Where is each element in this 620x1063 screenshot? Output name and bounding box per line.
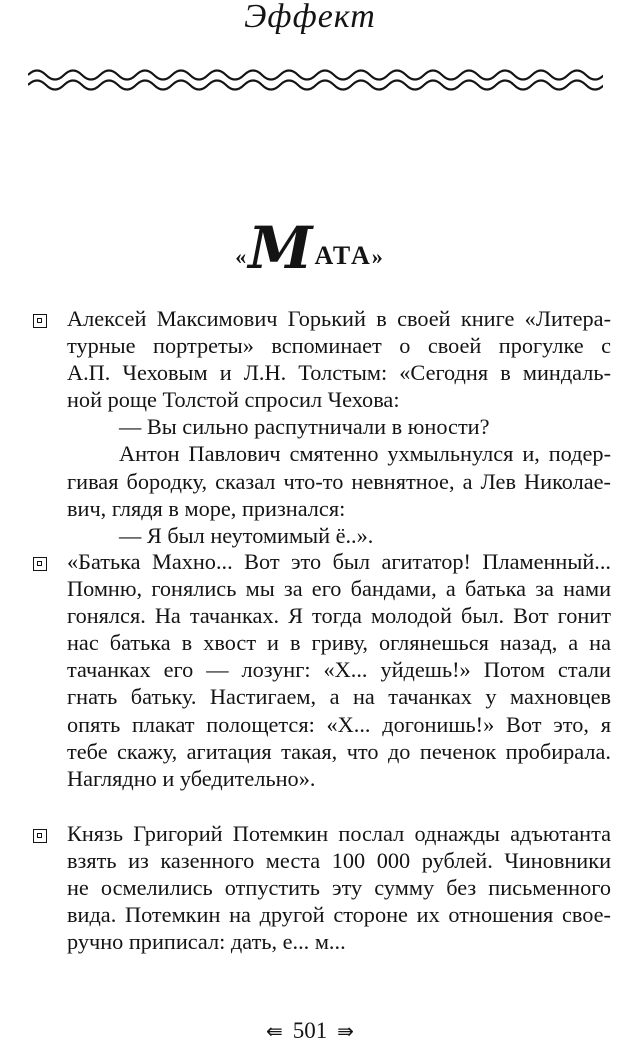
- anecdote-text: [67, 548, 611, 792]
- square-bullet-icon: [33, 557, 47, 571]
- text-line: Наглядно и убедительно».: [67, 765, 316, 791]
- text-line: Князь Григорий Потемкин послал однажды адъютанта: [67, 821, 611, 846]
- text-line: ной роще Толстой спросил Чехова:: [67, 387, 400, 413]
- text-line: не осмелились отпустить эту сумму без письменного: [67, 875, 611, 901]
- text-line: вич, глядя в море, признался:: [67, 495, 346, 521]
- article-title: [0, 214, 620, 287]
- text-line: гонялся. На тачанках. Я тогда молодой был. Вот гонит: [67, 603, 611, 629]
- text-line: взять из казенного места 100 000 рублей. Чиновники: [67, 848, 611, 874]
- page-number: 501: [292, 1018, 328, 1043]
- text-line: Антон Павлович смятенно ухмыльнулся и, подер-: [119, 441, 611, 467]
- text-line: гнать батьку. Настигаем, а на тачанках у махновцев: [67, 684, 611, 710]
- text-line: гивая бородку, сказал что-то невнятное, а Лев Николае-: [67, 468, 611, 494]
- anecdote-text: [67, 820, 611, 955]
- text-line: тебе скажу, агитация такая, что до печенок пробирала.: [67, 738, 611, 764]
- title-initial: М: [248, 214, 315, 282]
- running-head: Эффект: [244, 0, 376, 35]
- text-line: — Вы сильно распутничали в юности?: [119, 414, 490, 440]
- title-open-quote: «: [235, 244, 249, 269]
- text-line: — Я был неутомимый ё..».: [119, 522, 374, 548]
- title-rest: АТА: [314, 241, 372, 270]
- text-line: вида. Потемкин на другой стороне их отношения свое-: [67, 902, 611, 928]
- text-line: Алексей Максимович Горький в своей книге «Литера-: [67, 306, 611, 331]
- square-bullet-icon: [33, 314, 47, 328]
- anecdote-text: [67, 305, 611, 549]
- square-bullet-icon: [33, 829, 47, 843]
- page-footer: [0, 1018, 620, 1044]
- wavy-divider: [28, 66, 603, 94]
- text-line: тачанках его — лозунг: «Х... уйдешь!» Потом стали: [67, 657, 611, 683]
- text-line: опять плакат полощется: «Х... догонишь!» Вот это, я: [67, 711, 611, 737]
- title-close-quote: »: [371, 244, 385, 269]
- text-line: турные портреты» вспоминает о своей прогулке с: [67, 333, 611, 359]
- text-line: Помню, гонялись мы за его бандами, а батька за нами: [67, 576, 611, 602]
- text-line: А.П. Чеховым и Л.Н. Толстым: «Сегодня в миндаль-: [67, 360, 611, 386]
- arrow-left-icon: ⇚: [265, 1019, 283, 1043]
- text-line: «Батька Махно... Вот это был агитатор! Пламенный...: [67, 549, 611, 574]
- text-line: нас батька в хвост и в гриву, оглянешься назад, а на: [67, 630, 611, 656]
- text-line: ручно приписал: дать, е... м...: [67, 929, 346, 955]
- arrow-right-icon: ⇛: [337, 1019, 355, 1043]
